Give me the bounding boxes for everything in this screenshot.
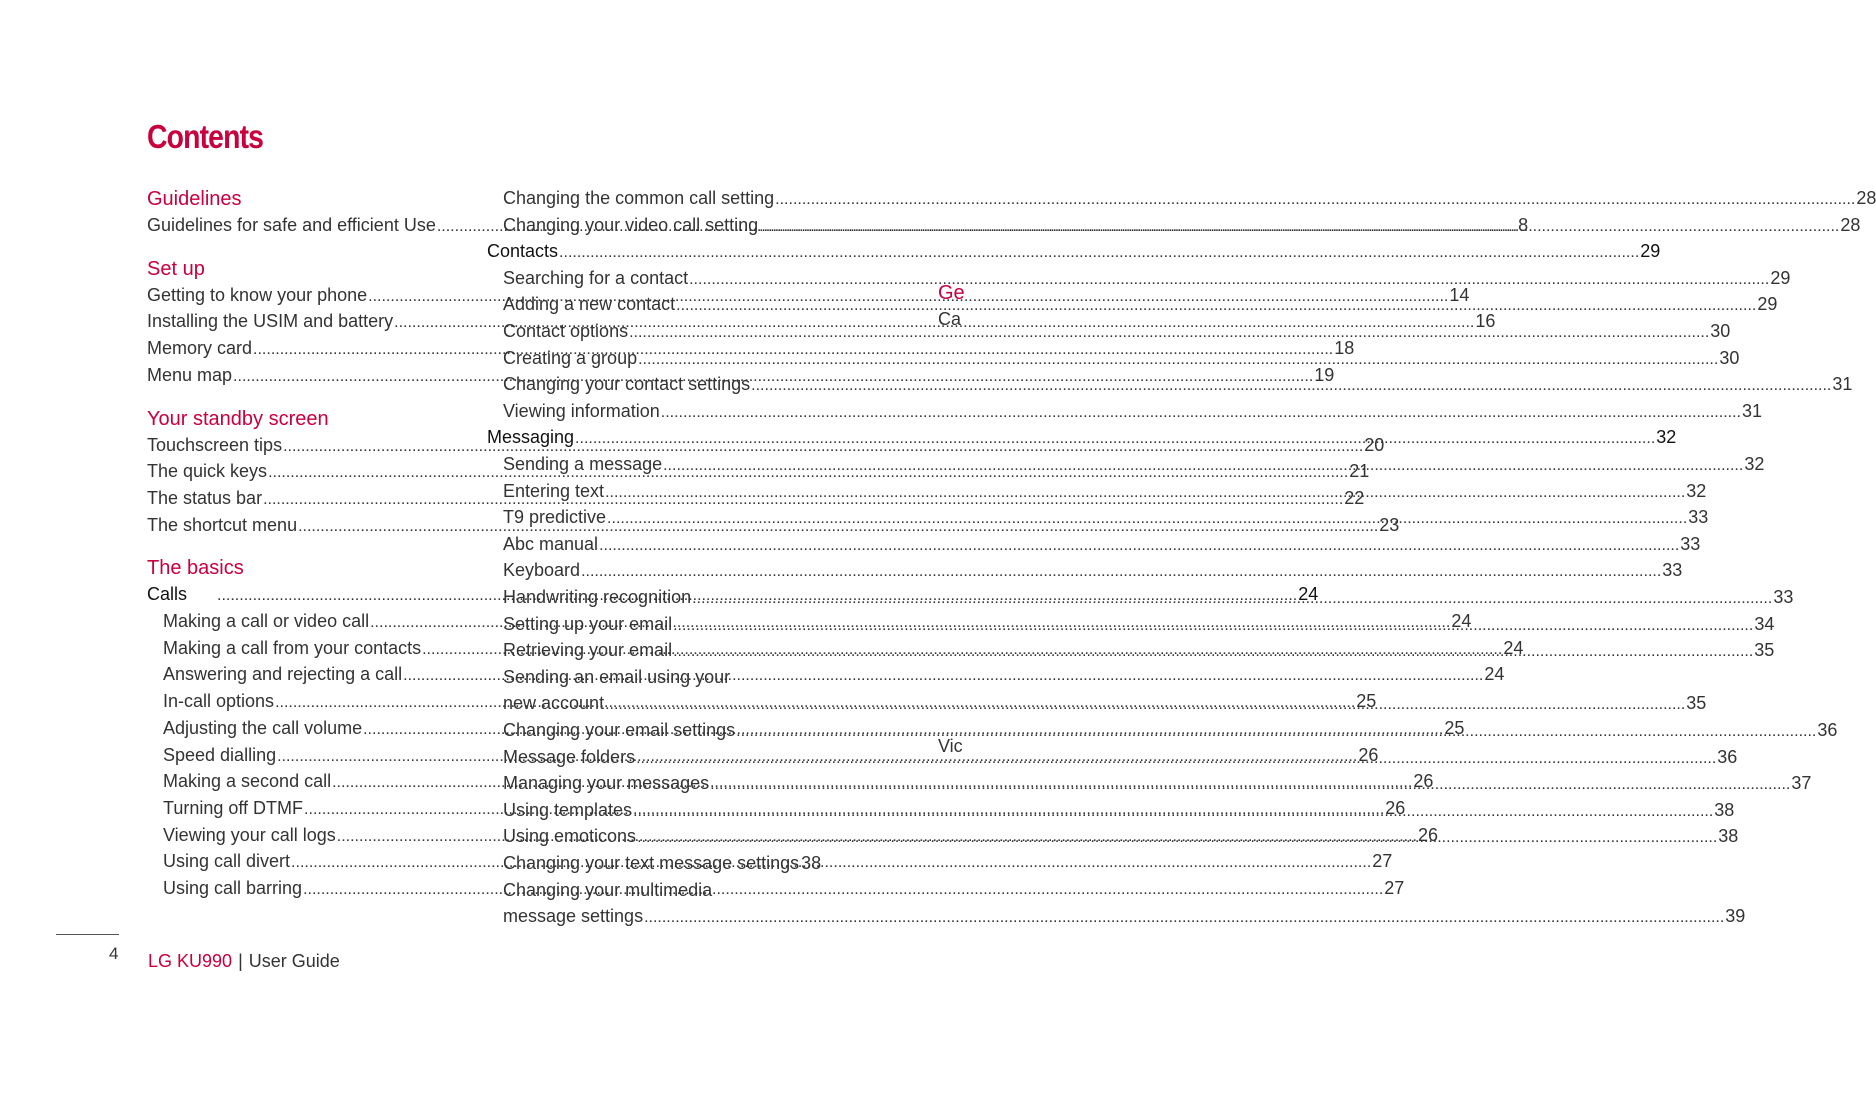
toc-entry-page: 28	[1856, 188, 1876, 208]
toc-entry-page: 21	[1349, 461, 1370, 482]
edge-fragment: Ge	[938, 282, 965, 304]
toc-entry-title: Menu map	[147, 364, 233, 385]
toc-entry-page: 25	[1444, 717, 1465, 738]
toc-entry-page: 36	[1817, 720, 1838, 740]
toc-section-heading: Your standby screen	[147, 407, 329, 430]
toc-entry-page: 24	[1298, 584, 1319, 605]
toc-entry-title: Keyboard	[503, 560, 581, 581]
toc-entry-title: Turning off DTMF	[163, 797, 304, 818]
toc-entry-page: 35	[1754, 640, 1775, 661]
toc-section-heading: Set up	[147, 257, 205, 280]
toc-entry-title: Message folders	[503, 746, 636, 767]
toc-entry-title: Handwriting recognition	[503, 587, 692, 607]
dot-leader	[559, 241, 1639, 265]
toc-entry-title: Changing your video call setting	[503, 214, 759, 235]
toc-entry-title: Memory card	[147, 338, 253, 359]
dot-leader	[692, 587, 1772, 611]
toc-entry-page: 33	[1688, 507, 1709, 528]
toc-entry-title: Changing your email settings	[503, 720, 736, 740]
toc-entry-page: 18	[1334, 338, 1355, 359]
toc-entry-title: Making a call from your contacts	[163, 637, 422, 658]
toc-entry-page: 26	[1413, 771, 1434, 792]
toc-entry-title: The status bar	[147, 487, 263, 508]
toc-entry-page: 32	[1744, 454, 1765, 474]
toc-entry-page: 30	[1719, 347, 1740, 368]
dot-leader	[633, 800, 1713, 824]
toc-entry-title: Managing your messages	[503, 773, 710, 794]
dot-leader	[291, 851, 1371, 875]
toc-entry-page: 19	[1314, 364, 1335, 385]
toc-entry-page: 26	[1385, 797, 1406, 818]
edge-fragment: Vic	[938, 736, 963, 756]
dot-leader	[638, 348, 1718, 372]
toc-entry-page: 34	[1754, 613, 1775, 634]
toc-section-entry[interactable]	[487, 239, 1661, 263]
toc-entry-title: message settings	[503, 906, 644, 927]
toc-entry[interactable]	[503, 186, 1876, 210]
dot-leader	[710, 773, 1790, 797]
footer-separator: |	[238, 951, 243, 971]
dot-leader	[676, 294, 1756, 318]
toc-entry-title: Viewing information	[503, 400, 660, 421]
toc-entry-page: 29	[1770, 267, 1791, 288]
toc-entry-title: Changing your text message settings	[503, 853, 800, 873]
toc-entry-title: Making a call or video call	[163, 611, 370, 631]
toc-entry-page: 27	[1384, 878, 1405, 898]
dot-leader	[673, 614, 1753, 638]
toc-entry-title: The shortcut menu	[147, 514, 298, 535]
dot-leader	[775, 188, 1855, 212]
toc-entry-page: 14	[1449, 284, 1470, 305]
toc-entry-page: 32	[1686, 480, 1707, 501]
toc-entry-page: 31	[1741, 400, 1763, 421]
dot-leader	[599, 534, 1679, 558]
toc-entry-title: Viewing your call logs	[163, 824, 336, 845]
toc-entry-title: Setting up your email	[503, 613, 673, 634]
dot-leader	[581, 560, 1661, 584]
toc-entry-page: 29	[1757, 294, 1778, 315]
toc-entry-title: Touchscreen tips	[147, 434, 283, 455]
toc-entry-page: 16	[1475, 311, 1496, 332]
toc-entry-page: 22	[1344, 487, 1365, 508]
toc-entry-page: 32	[1656, 427, 1677, 448]
footer-label: User Guide	[248, 951, 340, 971]
toc-entry-title: The quick keys	[147, 461, 268, 482]
toc-entry[interactable]	[503, 213, 1861, 237]
page-number: 4	[109, 944, 119, 963]
toc-entry-title: Answering and rejecting a call	[163, 664, 403, 685]
toc-entry-title: Contacts	[487, 241, 559, 262]
dot-leader	[605, 693, 1685, 717]
toc-entry-title: Retrieving your email	[503, 640, 673, 661]
toc-entry[interactable]	[503, 399, 1763, 423]
toc-entry-page: 31	[1832, 374, 1853, 395]
toc-entry[interactable]	[503, 558, 1683, 582]
toc-entry[interactable]	[503, 904, 1746, 928]
toc-section-heading: The basics	[147, 557, 244, 580]
dot-leader	[661, 401, 1741, 425]
toc-entry-page: 35	[1686, 693, 1707, 714]
toc-entry-title: Using call barring	[163, 878, 303, 898]
toc-entry-page: 26	[1417, 824, 1439, 845]
toc-entry-page: 24	[1451, 611, 1472, 631]
toc-entry-title: Contact options	[503, 321, 629, 341]
toc-entry-page: 27	[1372, 851, 1393, 872]
toc-entry-title: Sending an email using your	[503, 666, 731, 687]
dot-leader	[751, 374, 1831, 398]
footer-rule	[56, 934, 119, 935]
toc-entry-page: 38	[1718, 826, 1739, 847]
toc-entry-page: 37	[1791, 773, 1812, 794]
toc-entry-page: 33	[1680, 533, 1701, 554]
toc-entry-page: 39	[1725, 906, 1746, 927]
toc-entry-title: Entering text	[503, 480, 605, 501]
dot-leader	[636, 747, 1716, 771]
toc-entry-title: Installing the USIM and battery	[147, 311, 394, 332]
dot-leader	[663, 454, 1743, 478]
toc-entry-title: Changing your contact settings	[503, 374, 751, 395]
toc-entry-page: 8	[1518, 215, 1529, 235]
toc-entry-title: Using emoticons	[503, 826, 637, 847]
toc-entry-page: 23	[1379, 514, 1400, 535]
toc-entry-title: Speed dialling	[163, 744, 277, 765]
toc-entry-title: Creating a group	[503, 347, 638, 368]
footer	[148, 951, 340, 972]
toc-entry[interactable]	[503, 665, 809, 689]
toc-entry[interactable]	[503, 266, 1791, 290]
dot-leader	[689, 268, 1769, 292]
toc-entry-page: 36	[1717, 746, 1738, 767]
toc-entry[interactable]	[503, 878, 809, 902]
toc-entry-title: Using templates	[503, 799, 633, 820]
toc-entry-page: 28	[1840, 214, 1861, 235]
dot-leader	[637, 826, 1717, 850]
toc-entry-title: Searching for a contact	[503, 267, 689, 288]
toc-entry-title: Using call divert	[163, 851, 291, 872]
dot-leader	[644, 906, 1724, 930]
toc-entry-title: Changing the common call setting	[503, 188, 775, 208]
toc-entry-title: In-call options	[163, 691, 275, 712]
toc-entry-title: Getting to know your phone	[147, 284, 368, 305]
toc-entry-title: Sending a message	[503, 454, 663, 474]
toc-entry-page: 38	[801, 853, 822, 873]
toc-entry-title: Guidelines for safe and efficient Use	[147, 215, 436, 235]
toc-entry[interactable]	[503, 532, 1701, 556]
toc-entry-title: Calls	[147, 584, 188, 605]
toc-entry-page: 26	[1358, 744, 1379, 765]
toc-entry-title: Messaging	[487, 427, 575, 448]
toc-entry-title: Adding a new contact	[503, 294, 676, 315]
toc-entry-title: Abc manual	[503, 533, 599, 554]
toc-entry-page: 30	[1710, 321, 1731, 341]
toc-section-heading: Guidelines	[147, 188, 242, 210]
dot-leader	[759, 215, 1839, 239]
toc-entry-title: Adjusting the call volume	[163, 717, 363, 738]
footer-brand: LG KU990	[148, 951, 233, 971]
dot-leader	[629, 321, 1709, 345]
toc-entry-title: Changing your multimedia	[503, 879, 713, 900]
toc-entry[interactable]	[503, 851, 822, 875]
edge-fragment: Ca	[938, 309, 962, 329]
dot-leader	[575, 427, 1655, 451]
toc-entry-page: 24	[1503, 637, 1524, 658]
toc-entry-page: 25	[1356, 691, 1377, 712]
dot-leader	[303, 878, 1383, 902]
dot-leader	[736, 720, 1816, 744]
toc-entry-page: 33	[1662, 560, 1683, 581]
toc-entry-page: 33	[1773, 587, 1794, 607]
toc-entry-page: 24	[1484, 664, 1505, 685]
dot-leader	[673, 640, 1753, 664]
toc-entry-title: T9 predictive	[503, 507, 607, 528]
toc-entry-title: new account	[503, 693, 605, 714]
dot-leader	[607, 507, 1687, 531]
page-title: Contents	[147, 118, 264, 155]
toc-entry-page: 38	[1714, 799, 1735, 820]
dot-leader	[605, 481, 1685, 505]
toc-entry-page: 20	[1364, 434, 1385, 455]
toc-entry-title: Making a second call	[163, 771, 332, 792]
toc-entry-page: 29	[1640, 241, 1661, 262]
